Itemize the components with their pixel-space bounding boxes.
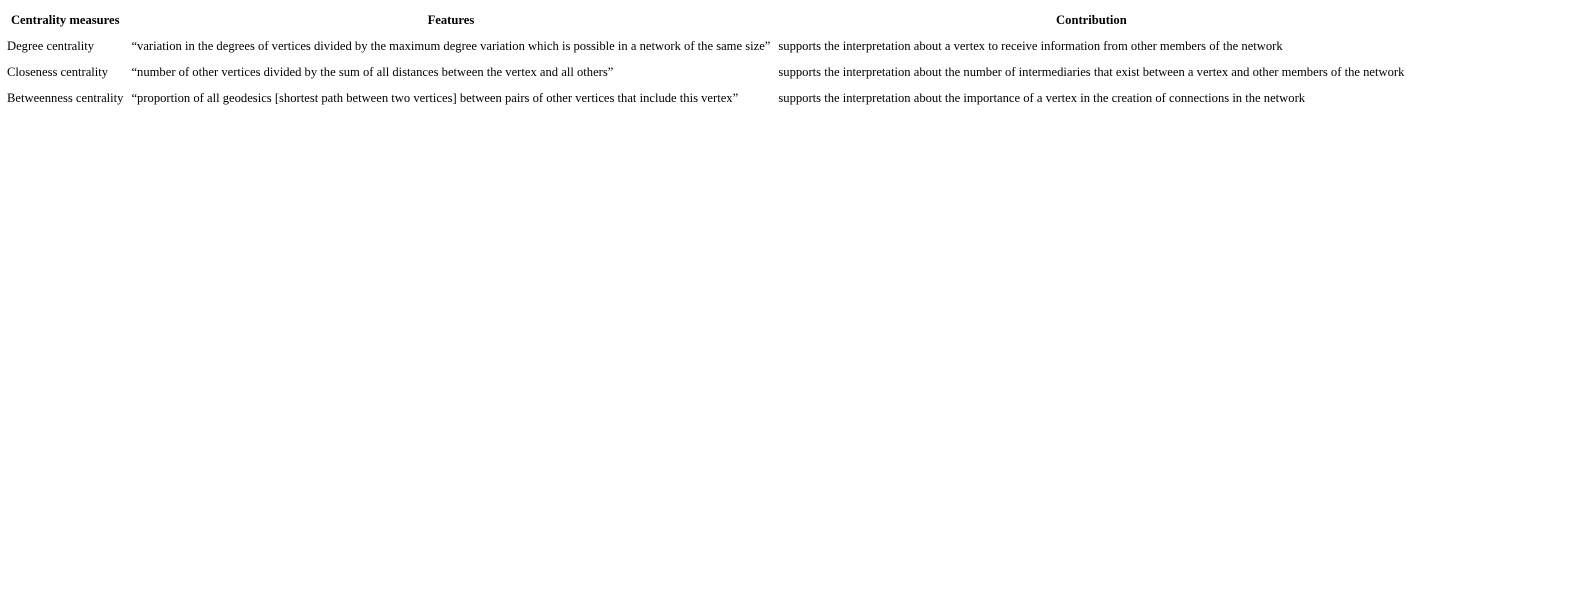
cell-measure: Degree centrality xyxy=(7,38,95,53)
centrality-table xyxy=(3,7,1408,111)
header-row xyxy=(3,7,1408,33)
table-row xyxy=(3,59,1408,85)
table-row xyxy=(3,85,1408,111)
table-row xyxy=(3,33,1408,59)
cell-measure: Betweenness centrality xyxy=(7,90,124,105)
table-body xyxy=(3,33,1408,111)
table-header xyxy=(3,7,1408,33)
cell-features: “proportion of all geodesics [shortest path between two vertices] between pairs of other vertices that include this vertex” xyxy=(131,90,739,105)
cell-features: “number of other vertices divided by the sum of all distances between the vertex and all others” xyxy=(131,64,614,79)
cell-measure: Closeness centrality xyxy=(7,64,109,79)
cell-contribution: supports the interpretation about the importance of a vertex in the creation of connections in the network xyxy=(778,90,1306,105)
header-contribution: Contribution xyxy=(1056,12,1127,27)
cell-contribution: supports the interpretation about the number of intermediaries that exist between a vertex and other members of the network xyxy=(778,64,1405,79)
header-features: Features xyxy=(427,12,475,27)
header-centrality-measures: Centrality measures xyxy=(10,12,120,27)
cell-contribution: supports the interpretation about a vertex to receive information from other members of the network xyxy=(778,38,1283,53)
cell-features: “variation in the degrees of vertices divided by the maximum degree variation which is possible in a network of the same size” xyxy=(131,38,771,53)
